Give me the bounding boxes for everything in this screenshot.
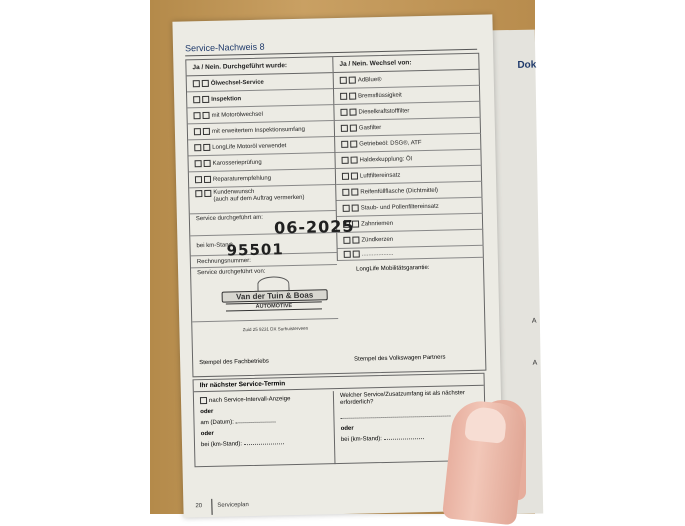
workshop-stamp-label: Stempel des Fachbetriebs bbox=[199, 358, 269, 367]
checklist-row: Getriebeöl: DSG®, ATF bbox=[335, 134, 481, 153]
checklist-row: Luftfiltereinsatz bbox=[336, 166, 482, 185]
km-row: bei km-Stand: bbox=[190, 233, 336, 256]
checklist-row: Haldexkupplung: Öl bbox=[335, 150, 481, 169]
checklist-row: Gasfilter bbox=[335, 118, 481, 137]
checklist-row: Dieselkraftstofffilter bbox=[334, 102, 480, 121]
checklist-row: Staub- und Pollenfiltereinsatz bbox=[337, 198, 483, 217]
footer-label: Serviceplan bbox=[217, 502, 249, 509]
checklist-row: Bremsflüssigkeit bbox=[334, 86, 480, 105]
thumb bbox=[442, 398, 528, 525]
checklist-row: AdBlue® bbox=[334, 70, 480, 89]
next-service-box bbox=[193, 373, 487, 468]
checklist-row: ................... bbox=[338, 246, 484, 261]
stamp-brand: Van der Tuin & Boas bbox=[222, 289, 328, 302]
checklist-row: Reifenfüllflasche (Dichtmittel) bbox=[336, 182, 482, 201]
next-service-header: Ihr nächster Service-Termin bbox=[194, 374, 484, 393]
checklist-row: Ölwechsel-Service bbox=[187, 73, 333, 92]
checklist-row: Reparaturempfehlung bbox=[189, 169, 335, 188]
checklist-row: mit Motorölwechsel bbox=[187, 105, 333, 124]
checklist-row: Kundenwunsch (auch auf dem Auftrag vermerken) bbox=[189, 185, 336, 214]
next-service-left: nach Service-Intervall-Anzeige oder am (Datum): oder bei (km-Stand): bbox=[194, 391, 336, 467]
checklist-row: LongLife Motoröl verwendet bbox=[188, 137, 334, 156]
thumbnail bbox=[464, 406, 507, 444]
replaced-header: Ja / Nein. Wechsel von: bbox=[333, 54, 479, 73]
footer-divider bbox=[211, 499, 212, 515]
next-service-right: Welcher Service/Zusatzumfang ist als nächster erforderlich? oder bei (km-Stand): bbox=[339, 390, 465, 443]
checklist-row: Inspektion bbox=[187, 89, 333, 108]
stamp-subtitle: AUTOMOTIVE bbox=[226, 301, 322, 311]
handwritten-km: 95501 bbox=[226, 240, 284, 260]
workshop-stamp bbox=[219, 275, 328, 335]
right-page-mark: A bbox=[532, 359, 538, 367]
performed-header: Ja / Nein. Durchgeführt wurde: bbox=[186, 57, 332, 76]
page-title: Service-Nachweis 8 bbox=[184, 41, 265, 54]
checklist-row: mit erweitertem Inspektionsumfang bbox=[188, 121, 334, 140]
service-date-row: Service durchgeführt am: bbox=[190, 211, 336, 236]
service-sheet bbox=[184, 37, 477, 510]
stamp-address: Zuid 25 9231 DX Surhuisterveen bbox=[242, 325, 309, 333]
right-page-mark: A bbox=[531, 317, 537, 325]
longlife-label: LongLife Mobilitätsgarantie: bbox=[356, 264, 430, 273]
vw-stamp-label: Stempel des Volkswagen Partners bbox=[354, 354, 446, 363]
right-page-heading: Dok bbox=[517, 59, 537, 71]
invoice-row: Rechnungsnummer: bbox=[191, 253, 337, 268]
service-table bbox=[185, 53, 486, 378]
checklist-row: Karosserieprüfung bbox=[188, 153, 334, 172]
replaced-column bbox=[332, 54, 484, 363]
serviced-by-row: Service durchgeführt von: bbox=[191, 265, 338, 322]
page-number: 20 bbox=[195, 503, 203, 510]
handwritten-service-date: 06-2025 bbox=[273, 216, 355, 238]
checklist-row: Zündkerzen bbox=[337, 230, 483, 249]
checklist-row: Zahnriemen bbox=[337, 214, 483, 233]
